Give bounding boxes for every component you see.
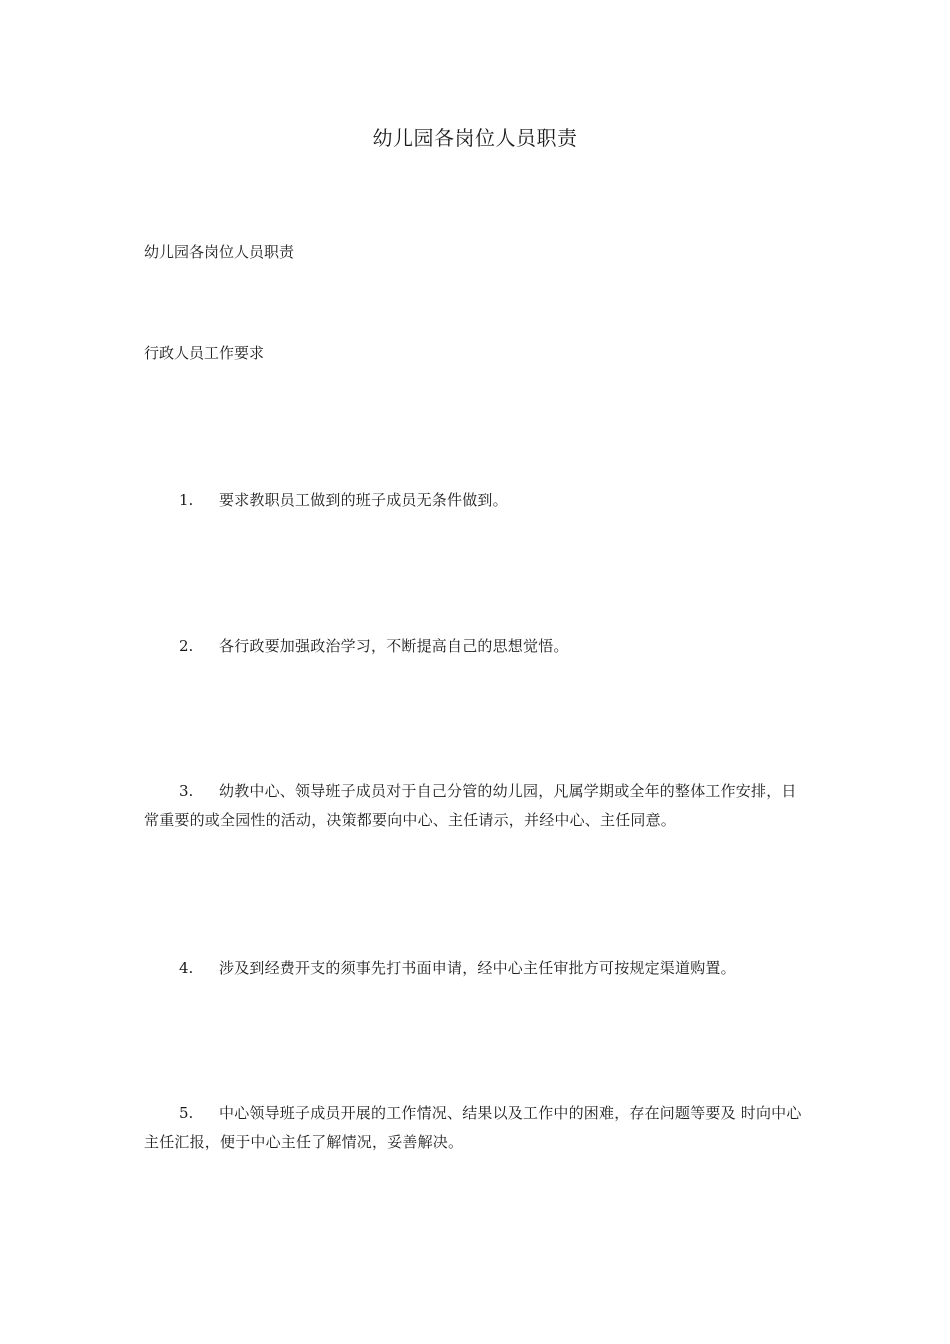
list-item <box>144 954 804 983</box>
list-item-text: 中心领导班子成员开展的工作情况、结果以及工作中的困难，存在问题等要及 时向中心主任汇报，便于中心主任了解情况，妥善解决。 <box>144 1104 802 1151</box>
list-item <box>144 486 804 515</box>
list-item-number: 5. <box>179 1104 194 1122</box>
list-item-number: 4. <box>179 959 194 977</box>
list-item <box>144 777 804 835</box>
list-item-text: 要求教职员工做到的班子成员无条件做到。 <box>219 491 508 509</box>
list-item-text: 涉及到经费开支的须事先打书面申请，经中心主任审批方可按规定渠道购置。 <box>219 959 736 977</box>
list-item-number: 1. <box>179 491 194 509</box>
list-item-text: 各行政要加强政治学习，不断提高自己的思想觉悟。 <box>219 637 569 655</box>
list-item-number: 2. <box>179 637 194 655</box>
section-heading: 行政人员工作要求 <box>144 344 265 362</box>
document-subtitle: 幼儿园各岗位人员职责 <box>144 243 295 261</box>
list-item <box>144 632 804 661</box>
list-item <box>144 1099 804 1157</box>
document-title: 幼儿园各岗位人员职责 <box>372 126 578 150</box>
list-item-text: 幼教中心、领导班子成员对于自己分管的幼儿园，凡属学期或全年的整体工作安排，日常重要的或全园性的活动，决策都要向中心、主任请示，并经中心、主任同意。 <box>144 782 797 829</box>
list-item-number: 3. <box>179 782 194 800</box>
